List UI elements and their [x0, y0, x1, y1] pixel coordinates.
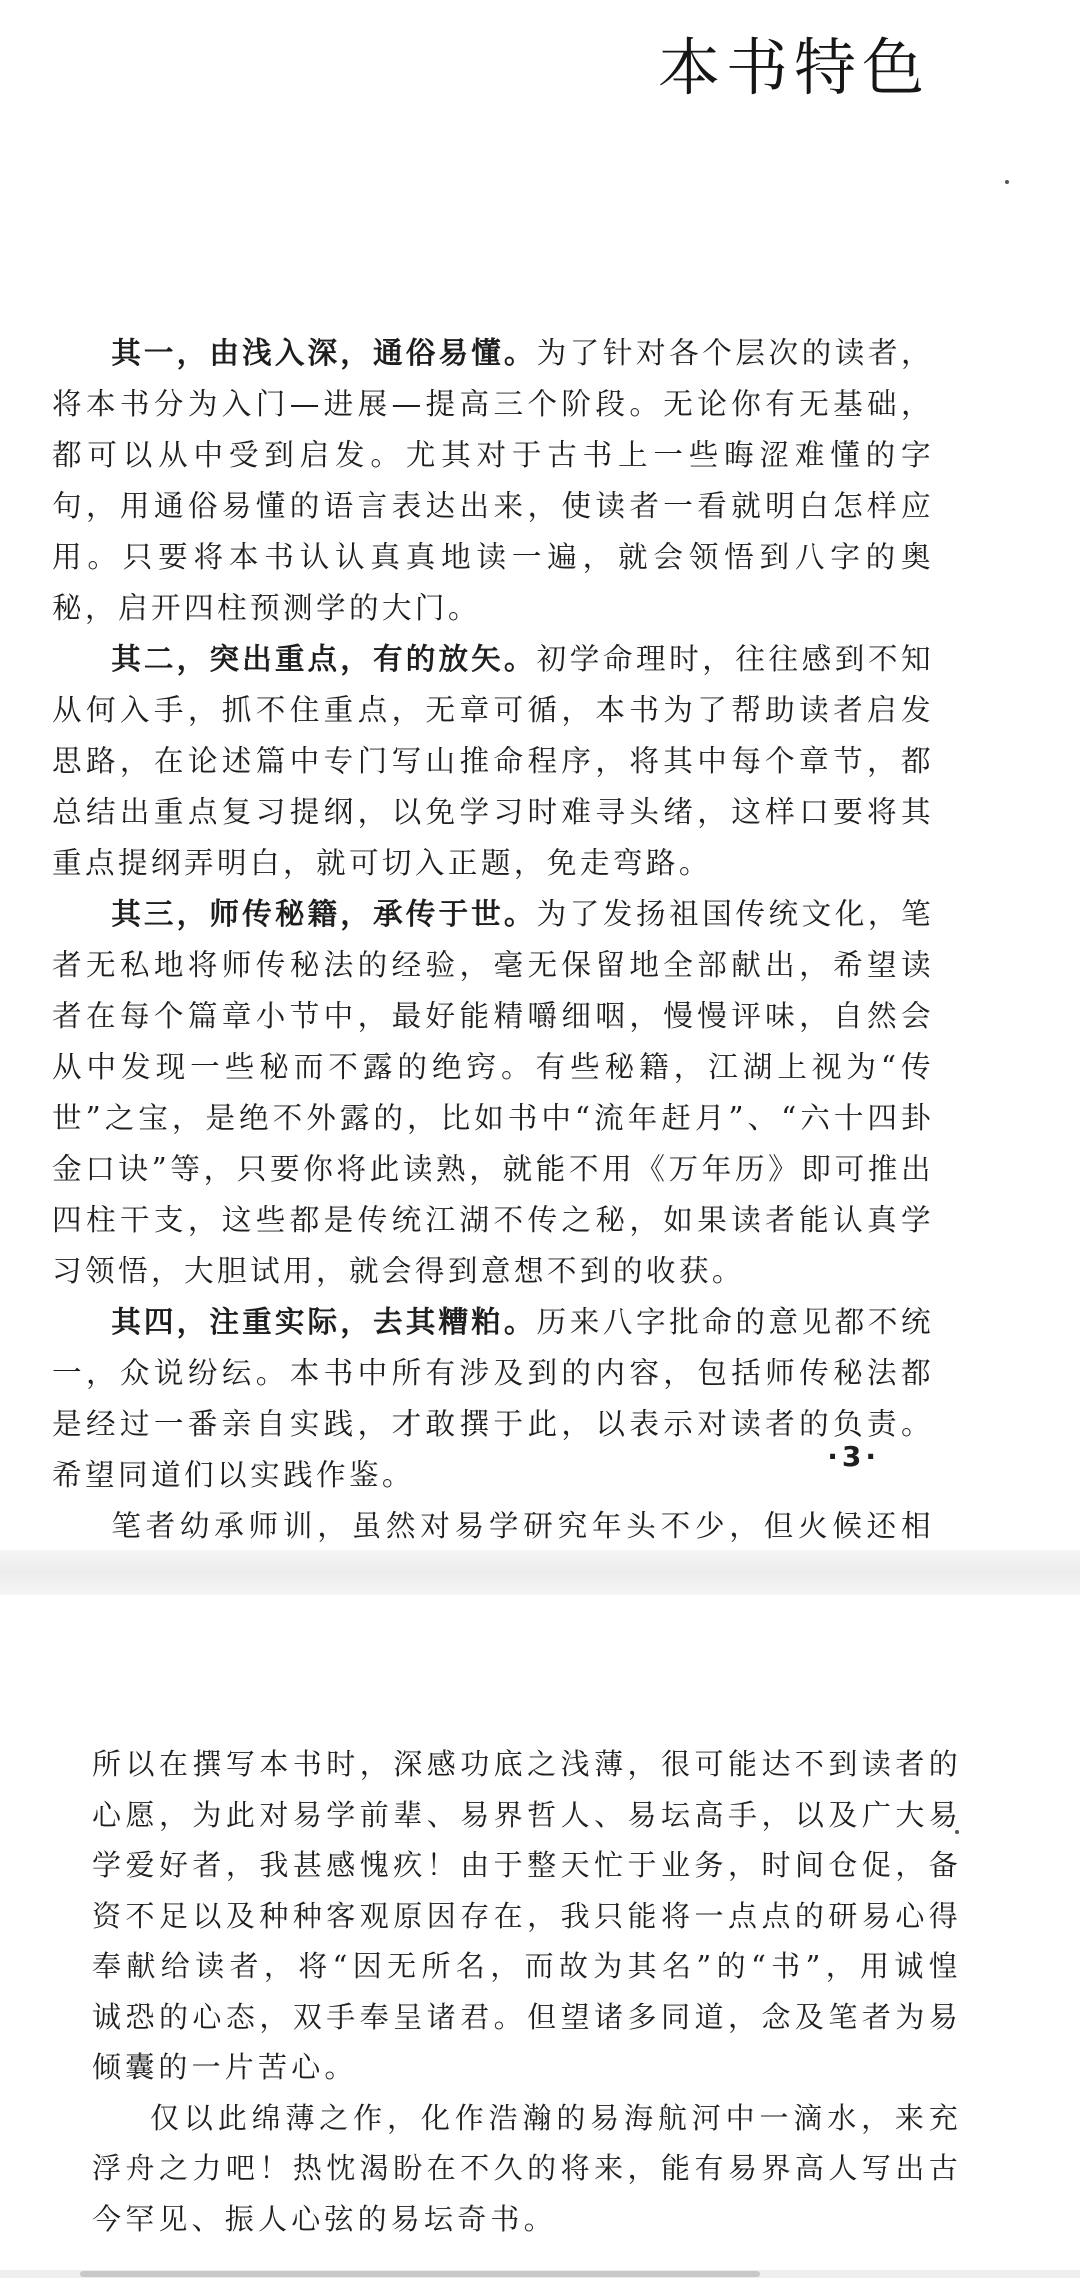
page-body — [92, 1739, 962, 2244]
page-gap — [0, 1550, 1080, 1595]
page-number: ·3· — [827, 1440, 880, 1473]
horizontal-scrollbar[interactable] — [0, 2270, 1080, 2278]
feature-text: 历来八字批命的意见都不统一，众说纷纭。本书中所有涉及到的内容，包括师传秘法都是经过一番亲自实践，才敢撰于此，以表示对读者的负责。希望同道们以实践作鉴。 — [52, 1305, 934, 1492]
page-title: 本书特色 — [657, 31, 930, 104]
page-body — [52, 328, 934, 1603]
feature-paragraph-2 — [52, 634, 934, 889]
feature-text: 笔者幼承师训，虽然对易学研究年头不少，但火候还相 — [111, 1509, 934, 1543]
feature-text: 为了发扬祖国传统文化，笔者无私地将师传秘法的经验，毫无保留地全部献出，希望读者在每个篇章小节中，最好能精嚼细咽，慢慢评味，自然会从中发现一些秘而不露的绝窍。有些秘籍，江湖上视为“传世”之宝，是绝不外露的，比如书中“流年赶月”、“六十四卦金口诀”等，只要你将此读熟，就能不用《万年历》即可推出四柱干支，这些都是传统江湖不传之秘，如果读者能认真学习领悟，大胆试用，就会得到意想不到的收获。 — [52, 897, 934, 1288]
feature-text: 为了针对各个层次的读者，将本书分为入门—进展—提高三个阶段。无论你有无基础，都可以从中受到启发。尤其对于古书上一些晦涩难懂的字句，用通俗易懂的语言表达出来，使读者一看就明白怎样应用。只要将本书认认真真地读一遍，就会领悟到八字的奥秘，启开四柱预测学的大门。 — [52, 336, 934, 625]
feature-heading: 其二，突出重点，有的放矢。 — [111, 642, 537, 676]
feature-paragraph-3 — [52, 889, 934, 1297]
scan-speck — [1005, 180, 1009, 184]
feature-text: 初学命理时，往往感到不知从何入手，抓不住重点，无章可循，本书为了帮助读者启发思路，在论述篇中专门写山推命程序，将其中每个章节，都总结出重点复习提纲，以免学习时难寻头绪，这样口要将其重点提纲弄明白，就可切入正题，免走弯路。 — [52, 642, 934, 880]
scrollbar-thumb[interactable] — [80, 2271, 760, 2277]
feature-heading: 其三，师传秘籍，承传于世。 — [111, 897, 537, 931]
feature-paragraph-1 — [52, 328, 934, 634]
feature-paragraph-4 — [52, 1297, 934, 1501]
book-page-4 — [0, 1595, 1080, 2278]
final-paragraph: 仅以此绵薄之作，化作浩瀚的易海航河中一滴水，来充浮舟之力吧！热忱渴盼在不久的将来，能有易界高人写出古今罕见、振人心弦的易坛奇书。 — [92, 2100, 962, 2236]
continued-paragraph: 所以在撰写本书时，深感功底之浅薄，很可能达不到读者的心愿，为此对易学前辈、易界哲人、易坛高手，以及广大易学爱好者，我甚感愧疚！由于整天忙于业务，时间仓促，备资不足以及种种客观原因存在，我只能将一点点的研易心得奉献给读者，将“因无所名，而故为其名”的“书”，用诚惶诚恐的心态，双手奉呈诸君。但望诸多同道，念及笔者为易倾囊的一片苦心。 — [92, 1747, 962, 2084]
feature-heading: 其一，由浅入深，通俗易懂。 — [111, 336, 537, 370]
feature-heading: 其四，注重实际，去其糟粕。 — [111, 1305, 537, 1339]
